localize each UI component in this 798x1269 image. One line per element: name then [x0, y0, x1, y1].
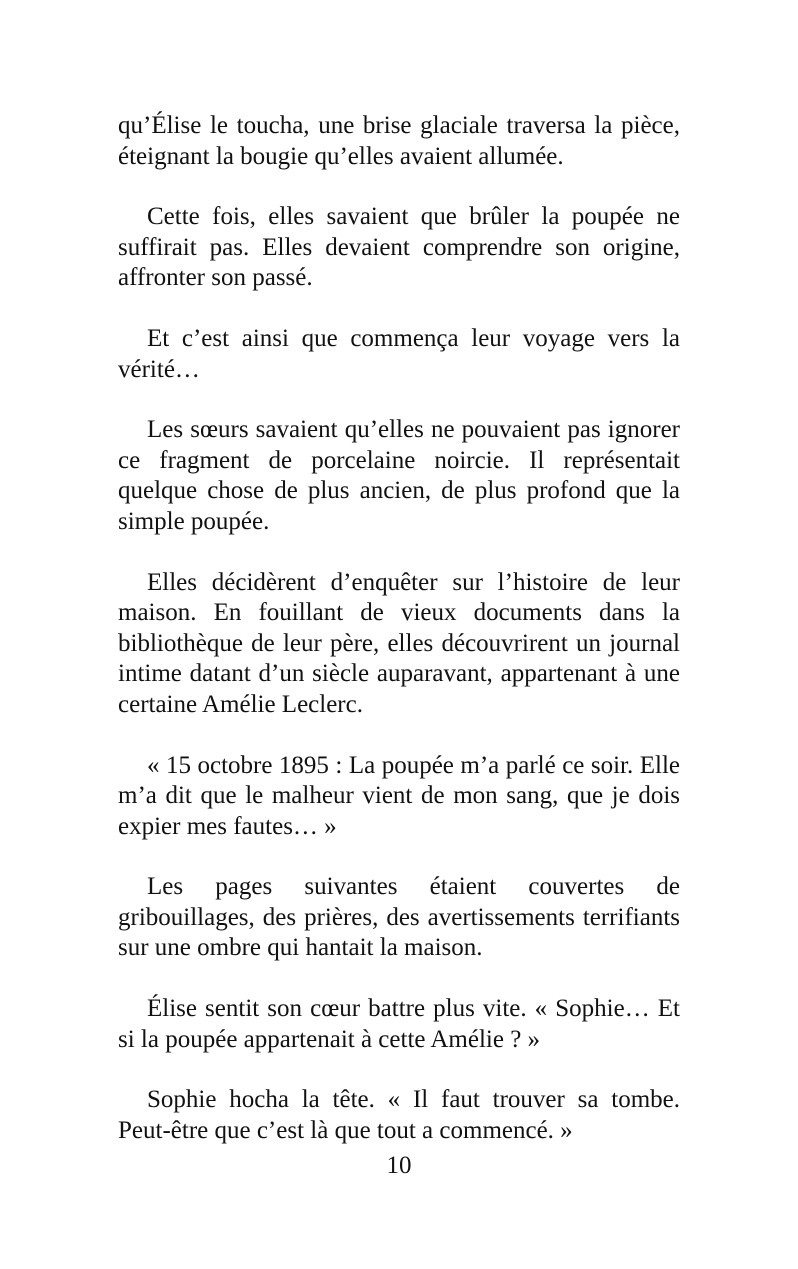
paragraph-8: Élise sentit son cœur battre plus vite. « Sophie… Et si la poupée appartenait à cette Amélie ? »	[118, 995, 680, 1053]
paragraph-6-diary-quote: « 15 octobre 1895 : La poupée m’a parlé ce soir. Elle m’a dit que le malheur vient de mon sang, que je dois expier mes fautes… »	[118, 751, 680, 840]
book-page-body	[118, 111, 680, 1146]
page-number: 10	[386, 1152, 412, 1179]
paragraph-2: Cette fois, elles savaient que brûler la poupée ne suffirait pas. Elles devaient comprendre son origine, affronter son passé.	[118, 203, 680, 292]
paragraph-5: Elles décidèrent d’enquêter sur l’histoire de leur maison. En fouillant de vieux documents dans la bibliothèque de leur père, elles découvrirent un journal intime datant d’un siècle auparavant, appartenant à une certaine Amélie Leclerc.	[118, 568, 680, 718]
paragraph-3: Et c’est ainsi que commença leur voyage vers la vérité…	[118, 324, 680, 383]
paragraph-7: Les pages suivantes étaient couvertes de gribouillages, des prières, des avertissements terrifiants sur une ombre qui hantait la maison.	[118, 873, 680, 962]
paragraph-9: Sophie hocha la tête. « Il faut trouver sa tombe. Peut-être que c’est là que tout a commencé. »	[118, 1086, 680, 1144]
paragraph-1: qu’Élise le toucha, une brise glaciale traversa la pièce, éteignant la bougie qu’elles avaient allumée.	[118, 112, 680, 170]
paragraph-4: Les sœurs savaient qu’elles ne pouvaient pas ignorer ce fragment de porcelaine noircie. Il représentait quelque chose de plus ancien, de plus profond que la simple poupée.	[118, 416, 680, 535]
